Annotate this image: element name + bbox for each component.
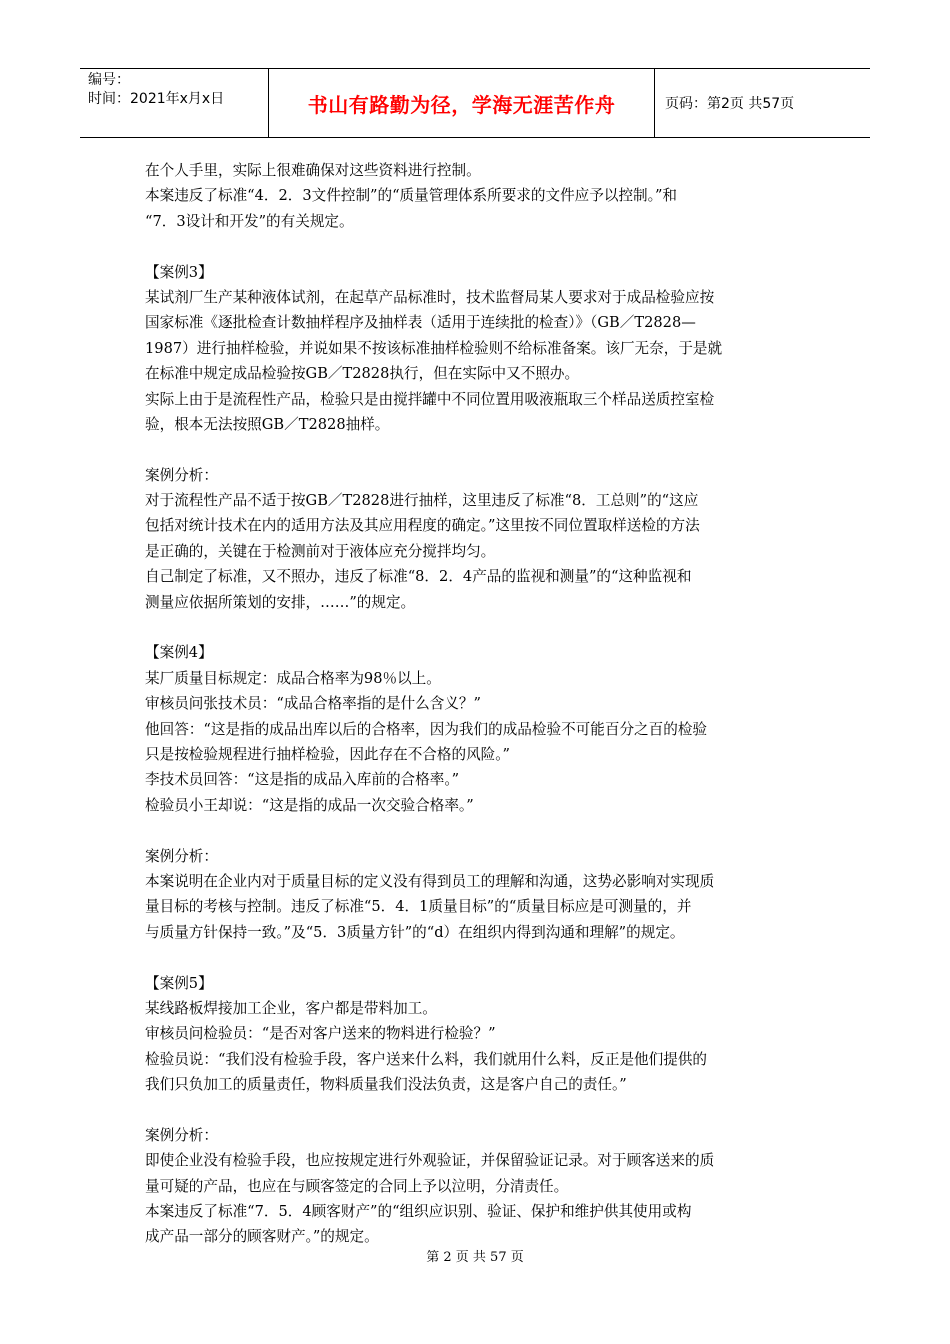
text-line: “7．3设计和开发”的有关规定。 (145, 212, 354, 230)
paragraph (145, 971, 810, 996)
paragraph-gap (145, 1097, 810, 1122)
text-line: 审核员问检验员：“是否对客户送来的物料进行检验？” (145, 1025, 496, 1043)
paragraph (145, 717, 810, 768)
paragraph (145, 691, 810, 716)
text-line: 李技术员回答：“这是指的成品入库前的合格率。” (145, 771, 460, 789)
text-line: 在个人手里，实际上很难确保对这些资料进行控制。 (145, 162, 481, 179)
paragraph-gap (145, 615, 810, 640)
text-line: 【案例4】 (145, 644, 213, 662)
page-header (80, 68, 870, 138)
paragraph (145, 463, 810, 488)
paragraph (145, 996, 810, 1021)
paragraph (145, 285, 810, 387)
header-page-cell (655, 69, 870, 137)
text-line: 他回答：“这是指的成品出库以后的合格率，因为我们的成品检验不可能百分之百的检验 (145, 720, 708, 738)
text-line: 国家标准《逐批检查计数抽样程序及抽样表（适用于连续批的检查）》（GB／T2828— (145, 314, 696, 332)
paragraph (145, 1199, 810, 1250)
text-line: 某试剂厂生产某种液体试剂，在起草产品标准时，技术监督局某人要求对于成品检验应按 (145, 288, 715, 306)
text-line: 只是按检验规程进行抽样检验，因此存在不合格的风险。” (145, 745, 511, 763)
paragraph (145, 260, 810, 285)
text-line: 对于流程性产品不适于按GB／T2828进行抽样，这里违反了标准“8．工总则”的“这应 (145, 492, 699, 510)
paragraph-gap (145, 437, 810, 462)
paragraph (145, 1021, 810, 1046)
text-line: 成产品一部分的顾客财产。”的规定。 (145, 1228, 379, 1246)
text-line: 自己制定了标准，又不照办，违反了标准“8．2．4产品的监视和测量”的“这种监视和 (145, 568, 692, 586)
header-motto-cell (269, 69, 655, 137)
page-footer: 第 2 页 共 57 页 (426, 1250, 524, 1265)
text-line: 量可疑的产品，也应在与顾客签定的合同上予以泣明，分清责任。 (145, 1177, 569, 1195)
text-line: 案例分析： (145, 847, 218, 865)
header-meta-cell (80, 69, 269, 137)
text-line: 【案例3】 (145, 263, 213, 281)
text-line: 本案说明在企业内对于质量目标的定义没有得到员工的理解和沟通，这势必影响对实现质 (145, 872, 715, 890)
text-line: 某厂质量目标规定：成品合格率为98％以上。 (145, 669, 441, 687)
paragraph (145, 640, 810, 665)
paragraph (145, 1047, 810, 1098)
text-line: 在标准中规定成品检验按GB／T2828执行，但在实际中又不照办。 (145, 365, 580, 383)
text-line: 包括对统计技术在内的适用方法及其应用程度的确定。”这里按不同位置取样送检的方法 (145, 517, 700, 535)
text-line: 我们只负加工的质量责任，物料质量我们没法负责，这是客户自己的责任。” (145, 1076, 627, 1094)
text-line: 实际上由于是流程性产品，检验只是由搅拌罐中不同位置用吸液瓶取三个样品送质控室检 (145, 390, 715, 408)
text-line: 审核员问张技术员：“成品合格率指的是什么含义？” (145, 695, 481, 713)
text-line: 案例分析： (145, 1126, 218, 1144)
text-line: 是正确的，关键在于检测前对于液体应充分搅拌均匀。 (145, 542, 496, 560)
document-body (145, 158, 810, 1250)
paragraph (145, 793, 810, 818)
text-line: 本案违反了标准“7．5．4顾客财产”的“组织应识别、验证、保护和维护供其使用或构 (145, 1203, 692, 1221)
paragraph (145, 1148, 810, 1199)
text-line: 即使企业没有检验手段，也应按规定进行外观验证，并保留验证记录。对于顾客送来的质 (145, 1152, 715, 1170)
text-line: 本案违反了标准“4．2．3文件控制”的“质量管理体系所要求的文件应予以控制。”和 (145, 187, 677, 205)
paragraph (145, 1123, 810, 1148)
document-time-label: 时间：2021年x月x日 (88, 91, 225, 107)
text-line: 检验员说：“我们没有检验手段，客户送来什么料，我们就用什么料，反正是他们提供的 (145, 1050, 708, 1068)
paragraph-gap (145, 234, 810, 259)
text-line: 验，根本无法按照GB／T2828抽样。 (145, 415, 390, 433)
paragraph (145, 844, 810, 869)
text-line: 1987）进行抽样检验，并说如果不按该标准抽样检验则不给标准备案。该厂无奈，于是就 (145, 339, 723, 357)
paragraph (145, 666, 810, 691)
text-line: 量目标的考核与控制。违反了标准“5．4．1质量目标”的“质量目标应是可测量的，并 (145, 898, 692, 916)
paragraph (145, 767, 810, 792)
text-line: 检验员小王却说：“这是指的成品一次交验合格率。” (145, 796, 474, 814)
text-line: 案例分析： (145, 466, 218, 484)
text-line: 某线路板焊接加工企业，客户都是带料加工。 (145, 999, 437, 1017)
paragraph (145, 564, 810, 615)
paragraph-gap (145, 945, 810, 970)
text-line: 与质量方针保持一致。”及“5．3质量方针”的“d）在组织内得到沟通和理解”的规定。 (145, 923, 685, 941)
paragraph (145, 869, 810, 945)
document-number-label: 编号： (88, 72, 130, 88)
header-motto: 书山有路勤为径，学海无涯苦作舟 (307, 92, 616, 117)
text-line: 【案例5】 (145, 974, 213, 992)
paragraph (145, 488, 810, 564)
paragraph (145, 158, 810, 183)
paragraph (145, 387, 810, 438)
header-page-info: 页码：第2页 共57页 (665, 96, 795, 112)
text-line: 测量应依据所策划的安排，……”的规定。 (145, 593, 416, 611)
paragraph (145, 183, 810, 234)
paragraph-gap (145, 818, 810, 843)
